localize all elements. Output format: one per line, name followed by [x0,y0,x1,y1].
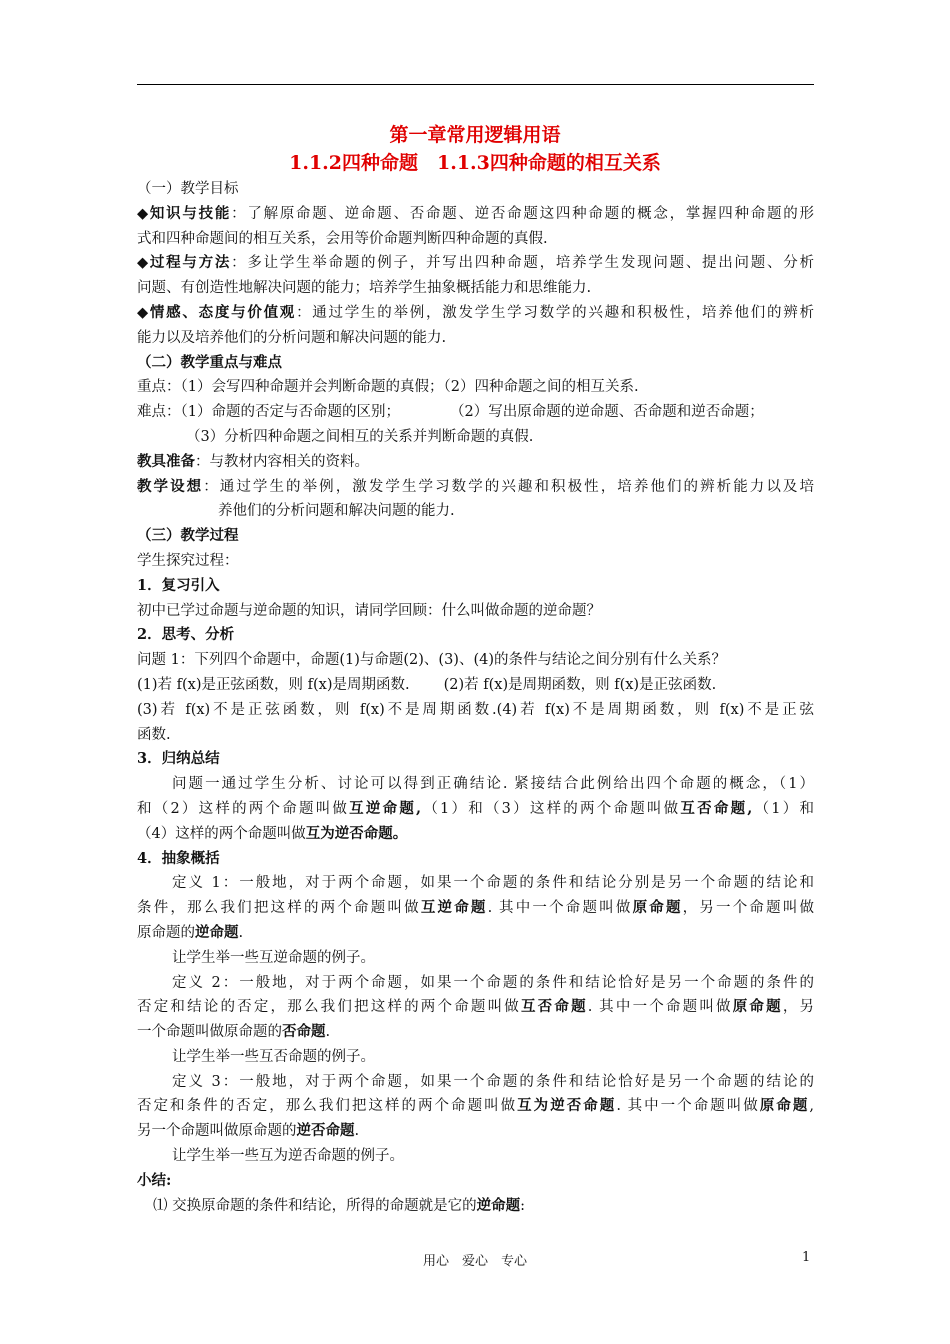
step-heading-summary: 3．归纳总结 [137,750,220,768]
document-body [137,177,814,1218]
proposition-3-4: (3)若 f(x)不是正弦函数，则 f(x)不是周期函数.(4)若 f(x)不是周期函数，则 f(x)不是正弦 [137,701,814,718]
teaching-design-line1: 教学设想：通过学生的举例，激发学生学习数学的兴趣和积极性，培养他们的辨析能力以及培 [137,477,814,495]
goal-process-line1: ◆过程与方法：多让学生举命题的例子，并写出四种命题，培养学生发现问题、提出问题、分析 [137,254,814,272]
question-1: 问题 1：下列四个命题中，命题(1)与命题(2)、(3)、(4)的条件与结论之间分别有什么关系？ [137,652,726,669]
review-text: 初中已学过命题与逆命题的知识，请同学回顾：什么叫做命题的逆命题？ [137,602,601,619]
lesson-title: 1.1.2四种命题 1.1.3四种命题的相互关系 [289,152,661,174]
proposition-1-2: (1)若 f(x)是正弦函数，则 f(x)是周期函数. (2)若 f(x)是周期函数，则 f(x)是正弦函数. [137,676,717,693]
definition-2-line2: 否定和结论的否定，那么我们把这样的两个命题叫做互否命题. 其中一个命题叫做原命题，另 [137,998,814,1016]
step-heading-think: 2．思考、分析 [137,626,235,644]
footer-slogan: 用心 爱心 专心 [422,1254,527,1269]
summary-item-1: ⑴ 交换原命题的条件和结论，所得的命题就是它的逆命题: [153,1196,525,1214]
header-rule [137,84,814,85]
definition-1-example: 让学生举一些互逆命题的例子。 [172,949,375,966]
definition-3-line1: 定义 3：一般地，对于两个命题，如果一个命题的条件和结论恰好是另一个命题的结论的 [172,1073,814,1090]
chapter-title: 第一章常用逻辑用语 [389,124,561,146]
goal-emotion-line1: ◆情感、态度与价值观：通过学生的举例，激发学生学习数学的兴趣和积极性，培养他们的辨析 [137,303,814,321]
difficulties-line1: 难点：（1）命题的否定与否命题的区别； （2）写出原命题的逆命题、否命题和逆否命题； [137,404,764,421]
step-heading-abstract: 4．抽象概括 [137,849,220,867]
goal-knowledge-line2: 式和四种命题间的相互关系，会用等价命题判断四种命题的真假. [137,230,548,247]
definition-2-example: 让学生举一些互否命题的例子。 [172,1048,375,1065]
step-heading-review: 1．复习引入 [137,576,220,594]
goal-emotion-line2: 能力以及培养他们的分析问题和解决问题的能力. [137,329,447,346]
summary-line1: 问题一通过学生分析、讨论可以得到正确结论. 紧接结合此例给出四个命题的概念，（1） [172,776,814,793]
section-heading-goals: （一）教学目标 [137,181,239,197]
page-number: 1 [802,1250,811,1265]
summary-line3: （4）这样的两个命题叫做互为逆否命题。 [137,824,408,842]
section-heading-keypoints: （二）教学重点与难点 [137,353,282,371]
definition-1-line3: 原命题的逆命题. [137,923,244,941]
goal-knowledge-line1: ◆知识与技能：了解原命题、逆命题、否命题、逆否命题这四种命题的概念，掌握四种命题的形 [137,204,814,222]
definition-1-line2: 条件，那么我们把这样的两个命题叫做互逆命题. 其中一个命题叫做原命题，另一个命题叫做 [137,899,814,917]
definition-3-example: 让学生举一些互为逆否命题的例子。 [172,1148,404,1165]
difficulties-line2: （3）分析四种命题之间相互的关系并判断命题的真假. [186,428,534,445]
definition-3-line3: 另一个命题叫做原命题的逆否命题. [137,1122,360,1140]
proposition-4-end: 函数. [137,726,171,743]
process-intro: 学生探究过程： [137,552,239,569]
teaching-tools: 教具准备：与教材内容相关的资料。 [137,452,369,470]
definition-1-line1: 定义 1：一般地，对于两个命题，如果一个命题的条件和结论分别是另一个命题的结论和 [172,875,814,892]
summary-heading: 小结: [137,1171,172,1189]
summary-line2: 和（2）这样的两个命题叫做互逆命题,（1）和（3）这样的两个命题叫做互否命题,（1）和 [137,799,814,817]
definition-2-line3: 一个命题叫做原命题的否命题. [137,1023,331,1041]
goal-process-line2: 问题、有创造性地解决问题的能力；培养学生抽象概括能力和思维能力. [137,280,592,297]
teaching-design-line2: 养他们的分析问题和解决问题的能力. [218,503,455,520]
key-points: 重点：（1）会写四种命题并会判断命题的真假；（2）四种命题之间的相互关系. [137,379,639,396]
definition-2-line1: 定义 2：一般地，对于两个命题，如果一个命题的条件和结论恰好是另一个命题的条件的 [172,974,814,991]
definition-3-line2: 否定和条件的否定，那么我们把这样的两个命题叫做互为逆否命题. 其中一个命题叫做原命题, [137,1097,814,1115]
section-heading-process: （三）教学过程 [137,527,239,545]
